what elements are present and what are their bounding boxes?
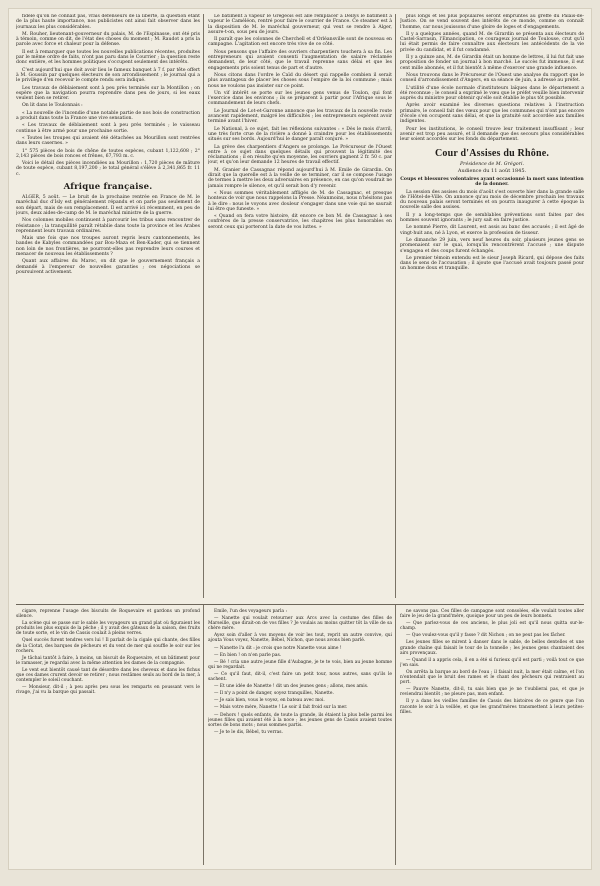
paragraph: La grève des charpentiers d'Angers se prolonge. Le Précurseur de l'Ouest entre à ce sujet dans quelques détails qui prouvent la légitimité des réclamations ; il en résulte qu'en moyenne, les ouvriers gagnent 2 fr. 50 c. par jour, et qu'on leur demande 12 heures de travail effectif. [208, 144, 392, 166]
paragraph: Il est à remarquer que toutes les nouvelles publications récentes, produites par le même ordre de faits, n'ont pas paru dans le Courrier ; la question reste donc entière, et les hommes politiques s'occupent seulement des intérêts. [16, 49, 200, 66]
feuilleton-section [16, 604, 584, 865]
paragraph: — Que parlez-vous de ces anciens, le plus joli est qu'il nous quitta sur-le-champ. [400, 621, 584, 632]
paragraph: Il y a quelques années, quand M. de Girardin se présenta aux électeurs de Castel-Sarrasin, l'Emancipation, ce courageux journal de Toulouse, crut qu'il lui était permis de faire connaître aux électeurs les antécédents de la vie privée du candidat, et il fut condamné. [400, 31, 584, 53]
paragraph: « La nouvelle de l'incendie d'une notable partie de nos bois de construction a produit dans toute la France une vive sensation. [16, 110, 200, 122]
column-3 [400, 14, 584, 598]
paragraph: — Quand il a appris cela, il en a été si furieux qu'il est parti ; voilà tout ce que j'en sais. [400, 657, 584, 668]
court-date: Audience du 11 août 1845. [457, 167, 527, 174]
paragraph: Le nommé Pierre, dit Laurent, est assis au banc des accusés ; il est âgé de vingt-huit ans, né à Lyon, et exerce la profession de tisseur. [400, 225, 584, 236]
paragraph: Les jeunes filles se mirent à danser dans le sable, de belles dentelles et une grande chaîne qui faisait le tour de la tonnelle ; les jeunes gens chantaient des airs provençaux. [400, 640, 584, 656]
paragraph: « Quand on fera votre histoire, dit encore ce bon M. de Cassagnac à ses confrères de la presse conservatrice, les chapitres les plus honorables en seront ceux qui porteront la date de vos luttes. » [208, 214, 392, 230]
paragraph: Le National, à ce sujet, fait les réflexions suivantes : « Dès le mois d'avril, une très forte crue de la rivière a donné à craindre pour les établissements situés sur ses bords. Aujourd'hui le danger paraît conjuré. » [208, 126, 392, 143]
paragraph: — Nanette l'a dit : je crois que notre Nanette vous aime ! [214, 645, 342, 651]
paragraph: « Les travaux de déblaiement sont à peu près terminés ; le vaisseau continue à être armé pour une prochaine sortie. [16, 123, 200, 134]
paragraph: Après avoir examiné les diverses questions relatives à l'instruction primaire, le conseil fait des vœux pour que les communes qui n'ont pas encore d'école s'en occupent sans délai, et que la gratuité soit accordée aux familles indigentes. [400, 103, 584, 125]
paragraph: — Pauvre Nanette, dit-il, tu sais bien que je ne t'oublierai pas, et que je reviendrai bientôt ; ne pleure pas, mon enfant. [400, 687, 584, 698]
paragraph: Nous citons dans l'ordre le Caïd du désert qui rappelle combien il serait plus avantageux de placer les choses sous l'empire de la loi commune ; mais nous ne voulons pas insister sur ce point. [208, 72, 392, 89]
paragraph: On arrêta la barque au bord de l'eau ; il faisait nuit, la mer était calme, et l'on n'entendait que le bruit des rames et le chant des pêcheurs qui rentraient au port. [400, 669, 584, 686]
court-president: Présidence de M. Grégori. [459, 161, 525, 167]
paragraph: Quant aux affaires du Maroc, on dit que le gouvernement français a demandé à l'empereur de nouvelles garanties ; ces négociations se poursuivent activement. [16, 259, 200, 275]
paragraph: Emile, l'un des voyageurs parla : [214, 609, 287, 614]
paragraph: « Nous sommes véritablement affligés de M. de Cassagnac, et presque honteux de voir que nous rappelons la Presse. Néanmoins, nous n'hésitons pas à le dire : nous le voyons avec douleur s'engager dans une voie qui ne saurait lui être que funeste. » [208, 190, 392, 212]
paragraph: ALGER, 5 août. — Le bruit de la prochaine rentrée en France de M. le maréchal duc d'Isly est généralement répandu et on parle pas seulement de son départ, mais de son remplacement. Il est arrivé ici récemment, en peu de jours, deux aides-de-camp de M. le maréchal ministre de la guerre. [16, 195, 200, 216]
paragraph: — Il n'y a point de danger, soyez tranquilles, Nanette. [214, 691, 334, 697]
paragraph: C'est aujourd'hui que doit avoir lieu le fameux banquet à 7 f. par tête offert à M. Goussin par quelques électeurs de son arrondissement ; le journal qui a le privilège d'en recevoir le compte rendu sera indiqué. [16, 67, 200, 84]
paragraph: 1° 575 pièces de bois de chêne de toutes espèces, cubant 1,122,608 ; 2° 2,143 pièces de bois ronces et frênes, 67,793 m. c. [16, 148, 200, 159]
paragraph: Nous pensons que l'affaire des ouvriers charpentiers touchera à sa fin. Les entrepreneurs qui avaient consenti l'augmentation de salaire réclamée demandent, de leur côté, que le travail reprenne sans délai et que les engagements pris soient tenus de part et d'autre. [208, 49, 392, 71]
paragraph: — Mais votre mère, Nanette ! Le soir il fait froid sur la mer. [214, 705, 348, 711]
paragraph: Il y a long-temps que de semblables préventions sont faites par des hommes souvent ignorants ; le jury sait en faire justice. [400, 212, 584, 224]
column-rule [203, 14, 204, 598]
paragraph: Ayez soin d'aller à vos moyens de voir les tout, reprit un autre convive, qui ajouta Vous voyez, Nanette, Bébel, Nichon, que nous avons bien parlé. [208, 633, 392, 644]
paragraph: La session des assises du mois d'août s'est ouverte hier dans la grande salle de l'Hôtel-de-Ville. On annonce qu'au mois de décembre prochain les travaux du nouveau palais seront terminés et on pourra inaugurer à cette époque la nouvelle salle des assises. [400, 189, 584, 211]
paragraph: Le premier témoin entendu est le sieur Joseph Ricard, qui dépose des faits dans le sens de l'accusation ; il ajoute que l'accusé avait toujours passé pour un homme doux et tranquille. [400, 255, 584, 272]
feuilleton-column-1 [16, 605, 200, 869]
paragraph: « Toutes les troupes qui avaient été détachées au Mourillon sont rentrées dans leurs casernes. » [16, 135, 200, 147]
paragraph: — Nanette qui voulait retourner aux Arcs avec la costume des filles de Marseille, que dirait-on de vos filles ? Je voulais au moins quitter tôt la ville de sa chère mère. [208, 616, 392, 632]
list-title: On lit dans le Toulonnais : [22, 103, 83, 109]
paragraph: M. Rouher, lieutenant-gouverneur du palais, M. de l'Espinasse, ont été pris à témoin, comme on dit, de l'état des choses du moment ; M. Raudot a pris la parole avec force et chaleur pour la défense. [16, 31, 200, 48]
paragraph: plus longs et les plus populaires seront empruntés au greffe du Palais-de-Justice. On se vend souvent des intérêts de ce monde, comme on connaît l'homme, car nous jouissons d'une gloire de loges et d'engagements. [400, 14, 584, 30]
court-heading: Coups et blessures volontaires ayant occasionné la mort sans intention de la donner. [400, 176, 584, 187]
paragraph: L'utilité d'une école normale d'instituteurs laïques dans le département a été reconnue ; le conseil a exprimé le vœu que le préfet veuille bien intervenir auprès du ministre pour obtenir qu'elle soit établie le plus tôt possible. [400, 85, 584, 102]
paragraph: La scène qui se passe sur le sable les voyageurs un grand plat où figuraient les produits les plus exquis de la pêche ; il y avait des gâteaux de la saison, des fruits de toute sorte, et le vin de Cassis coulait à pleins verres. [16, 621, 200, 637]
top-section [16, 14, 584, 598]
paragraph: — Monsieur, dit-il ; à peu après peu sous les remparts en poussant vers le rivage, j'ai vu la barque qui passait. [16, 685, 200, 696]
column-rule [395, 14, 396, 598]
paragraph: — Je sais bien, vous le voyez, en bateau avec moi. [214, 698, 325, 704]
paragraph: — Je te le dis, Bébel, tu verras. [214, 729, 283, 735]
paragraph: Nous trouvons dans le Précurseur de l'Ouest une analyse du rapport que le conseil d'arrondissement d'Angers, en sa séance de juin, a adressé au préfet. [400, 72, 584, 84]
paragraph: Un vif intérêt se porte sur les jeunes gens venus de Toulon, qui font l'exercice dans les environs ; ils se préparent à partir pour l'Afrique sous le commandement de leurs chefs. [208, 90, 392, 107]
paragraph: — Bé ! cria une autre jeune fille d'Aubagne, je te te vois, bien au jeune homme qui ne regardait. [208, 659, 392, 670]
paragraph: Quel succès furent tendres vers lui ! Il parlait de la cigale qui chante, des filles de la Ciotat, des barques de pêcheurs et du vent de mer qui souffle le soir sur les rochers. [16, 638, 200, 654]
paragraph: Le vent eut bientôt causé tant de désordre dans les cheveux et dans les fichus que ces dames crurent devoir se retirer ; nous restâmes seuls au bord de la mer, à contempler le soleil couchant. [16, 667, 200, 684]
paragraph: — Et une idée de Nanette ! dit un des jeunes gens ; allons, mes amis. [214, 684, 369, 690]
paragraph: Il y a dans les vieilles familles de Cassis des histoires de ce genre que l'on raconte le soir à la veillée, et que les grand'mères transmettent à leurs petites-filles. [400, 699, 584, 715]
column-rule [395, 605, 396, 865]
paragraph: cigare, reprenne l'usage des biscuits de Roquevaire et gardons un profond silence. [16, 609, 200, 620]
paragraph: Il y a quinze ans, M. de Girardin était un homme de lettres, il lui fut fait une proposition de fonder un journal à bon marché. Le succès fut immense, il eut cent mille abonnés, et il fut bientôt à même d'exercer une grande influence. [400, 55, 584, 71]
column-2 [208, 14, 392, 598]
paragraph: fidèle qu'on ne connaît pas, vrais défenseurs de la liberté, la question étant de la plus haute importance, nos publicistes ont ainsi fait observer dans les journaux les plus considérables. [16, 14, 200, 30]
paragraph: — Ce qu'il faut, dit-il, c'est faire un petit tour, nous autres, sans qu'ils le sachent. [208, 671, 392, 683]
paragraph: Les travaux de déblaiement sont à peu près terminés sur la Montillon ; on espère que la navigation pourra reprendre dans peu de jours, si les eaux veulent bien se retirer. [16, 85, 200, 102]
paragraph: ne savons pas. Ces filles de campagne sont consolées, elle voulait toutes aller faire le jeu de la grand'mère, quoique pour un peu de leurs bonnets. [400, 609, 584, 620]
paragraph: Le Journal de Lot-et-Garonne annonce que les travaux de la nouvelle route avancent rapidement, malgré les difficultés ; les entrepreneurs espèrent avoir terminé avant l'hiver. [208, 108, 392, 125]
feuilleton-column-3 [400, 605, 584, 869]
section-title-cour: Cour d'Assises du Rhône. [434, 147, 550, 159]
paragraph: Il paraît que les colonnes de Cherchell et d'Orléansville sont de nouveau en campagne. L'agitation est encore très vive de ce côté. [208, 37, 392, 48]
paragraph: Le dimanche 29 juin, vers neuf heures du soir, plusieurs jeunes gens se promenaient sur le quai, lorsqu'ils rencontrèrent l'accusé ; une dispute s'engagea et des coups furent échangés. [400, 237, 584, 254]
paragraph: — Que voulez-vous qu'il y fasse ? dit Nichon ; on ne peut pas les fâcher. [406, 633, 566, 639]
section-title-afrique: Afrique française. [63, 182, 153, 193]
paragraph: Je tâchai tantôt à faire, à moins, un biscuit de Roquevaire, et un bâtiment pour le ramasser, je regardai avec la même attention les dames de la compagnie. [16, 655, 200, 666]
paragraph: Pour les institutions, le conseil trouve leur traitement insuffisant ; leur avenir est trop peu assuré, et il demande que des secours plus considérables leur soient accordés sur les fonds du département. [400, 126, 584, 143]
paragraph: Voici le détail des pièces incendiées au Mourillon : 1,720 pièces de mâture de toute espèce, cubant 8,197,200 ; le total général s'élève à 2,341,865 fr. 11 c. [16, 161, 200, 177]
paragraph: — En bien ! on n'en parle pas. [214, 652, 282, 658]
column-rule [203, 605, 204, 865]
paragraph: Nos colonnes mobiles continuent à parcourir les tribus sans rencontrer de résistance ; la tranquillité paraît rétablie dans toute la province et les Arabes reprennent leurs travaux ordinaires. [16, 218, 200, 234]
column-1 [16, 14, 200, 598]
feuilleton-column-2 [208, 605, 392, 869]
newspaper-page [8, 8, 592, 870]
paragraph: M. Granier de Cassagnac répond aujourd'hui à M. Emile de Girardin. On dirait que la querelle est à la veille de se terminer, car il se compose l'usage de termes à mettre les deux adversaires en présence, en cas qu'on voudrait ne jamais rompre le silence, et qu'il serait bon d'y revenir. [208, 167, 392, 189]
paragraph: Mais une fois que nos troupes auront repris leurs cantonnements, les bandes de Kabyles commandées par Bou-Maza et Ben-Kader, qui se tiennent non loin de nos frontières, ne pourront-elles pas reprendre leurs courses et menacer de nouveau les établissements ? [16, 236, 200, 257]
paragraph: Le bâtiment à vapeur le Grégeois est allé remplacer à Dellys le bâtiment à vapeur le Caméléon, rentré pour faire le courrier de France. Ce steamer est à la disposition de M. le maréchal gouverneur, qui veut se rendre à Alger, assure-t-on, sous peu de jours. [208, 14, 392, 35]
paragraph: — Dehors ! quels enfants, de toute la grande, ils étaient la plus belle parmi les jeunes filles qui avaient été à la noce ; les jeunes gens de Cassis avaient toutes sortes de bons mots ; nous sommes partis. [208, 712, 392, 728]
